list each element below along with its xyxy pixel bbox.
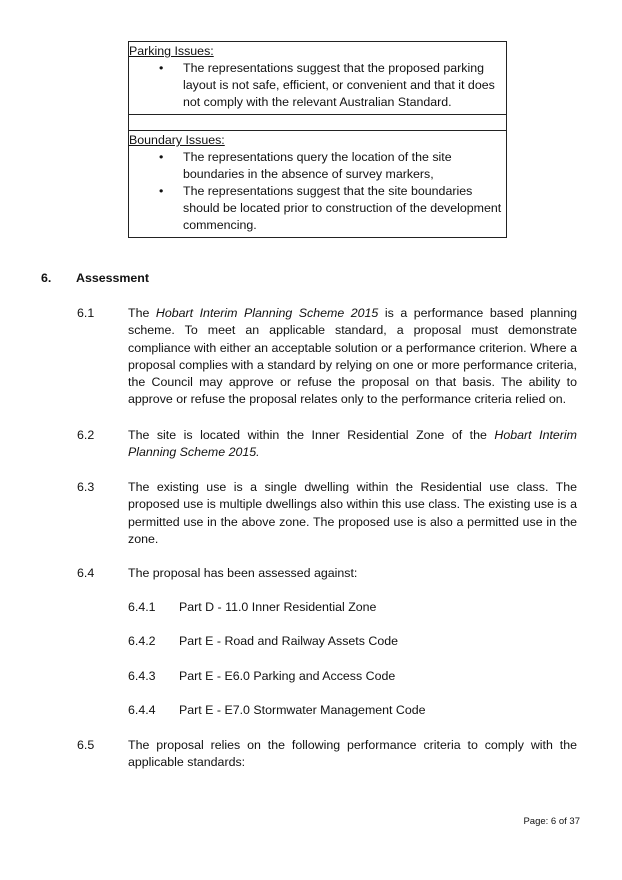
representations-table <box>128 41 507 238</box>
scheme-name: Hobart Interim Planning Scheme 2015 <box>155 306 379 320</box>
paragraph-number: 6.2 <box>77 428 95 442</box>
parking-issues-title: Parking Issues: <box>129 44 214 58</box>
paragraph-number: 6.4 <box>77 566 95 580</box>
bullet-icon: • <box>159 150 164 164</box>
list-item <box>129 149 503 183</box>
bullet-icon: • <box>159 61 164 75</box>
section-title: Assessment <box>76 271 150 285</box>
empty-table-row <box>129 115 506 131</box>
paragraph-6-5: The proposal relies on the following performance criteria to comply with the applicable standards: <box>128 738 577 770</box>
subitem-text: Part D - 11.0 Inner Residential Zone <box>179 600 377 614</box>
paragraph-6-4: The proposal has been assessed against: <box>128 566 358 580</box>
paragraph-6-3: The existing use is a single dwelling within the Residential use class. The proposed use is multiple dwellings also within this use class. The existing use is a permitted use in the above zone. The proposed use is also a permitted use in the zone. <box>128 480 577 546</box>
bullet-text: The representations suggest that the proposed parking layout is not safe, efficient, or convenient and that it does not comply with the relevant Australian Standard. <box>183 61 495 109</box>
section-number: 6. <box>41 271 52 285</box>
paragraph-text: is a performance based planning scheme. To meet an applicable standard, a proposal must demonstrate compliance with either an acceptable solution or a performance criterion. Where a proposal complies with a standard by relying on one or more performance criteria, the Council may approve or refuse the proposal on that basis. The ability to approve or refuse the proposal relates only to the performance criteria relied on. <box>128 306 577 407</box>
subitem-number: 6.4.1 <box>128 600 156 614</box>
bullet-text: The representations query the location of the site boundaries in the absence of survey markers, <box>183 150 452 181</box>
subitem-text: Part E - E6.0 Parking and Access Code <box>179 669 396 683</box>
paragraph-6-2 <box>128 427 577 462</box>
subitem-text: Part E - E7.0 Stormwater Management Code <box>179 703 426 717</box>
paragraph-text: The site is located within the Inner Residential Zone of the <box>128 428 495 442</box>
boundary-issues-title: Boundary Issues: <box>129 133 225 147</box>
boundary-issues-cell <box>129 132 506 237</box>
parking-issues-cell <box>129 43 506 115</box>
list-item <box>129 183 503 234</box>
paragraph-number: 6.1 <box>77 306 95 320</box>
subitem-number: 6.4.4 <box>128 703 156 717</box>
subitem-number: 6.4.3 <box>128 669 156 683</box>
paragraph-number: 6.5 <box>77 738 95 752</box>
scheme-name: Hobart Interim Planning Scheme 2015. <box>128 428 577 460</box>
paragraph-number: 6.3 <box>77 480 95 494</box>
bullet-text: The representations suggest that the site boundaries should be located prior to construction of the development commencing. <box>183 184 502 232</box>
paragraph-text: The <box>128 306 156 320</box>
paragraph-6-1 <box>128 305 577 409</box>
page-number: Page: 6 of 37 <box>523 816 580 827</box>
bullet-icon: • <box>159 184 164 198</box>
subitem-number: 6.4.2 <box>128 634 156 648</box>
subitem-text: Part E - Road and Railway Assets Code <box>179 634 399 648</box>
list-item <box>129 60 503 111</box>
